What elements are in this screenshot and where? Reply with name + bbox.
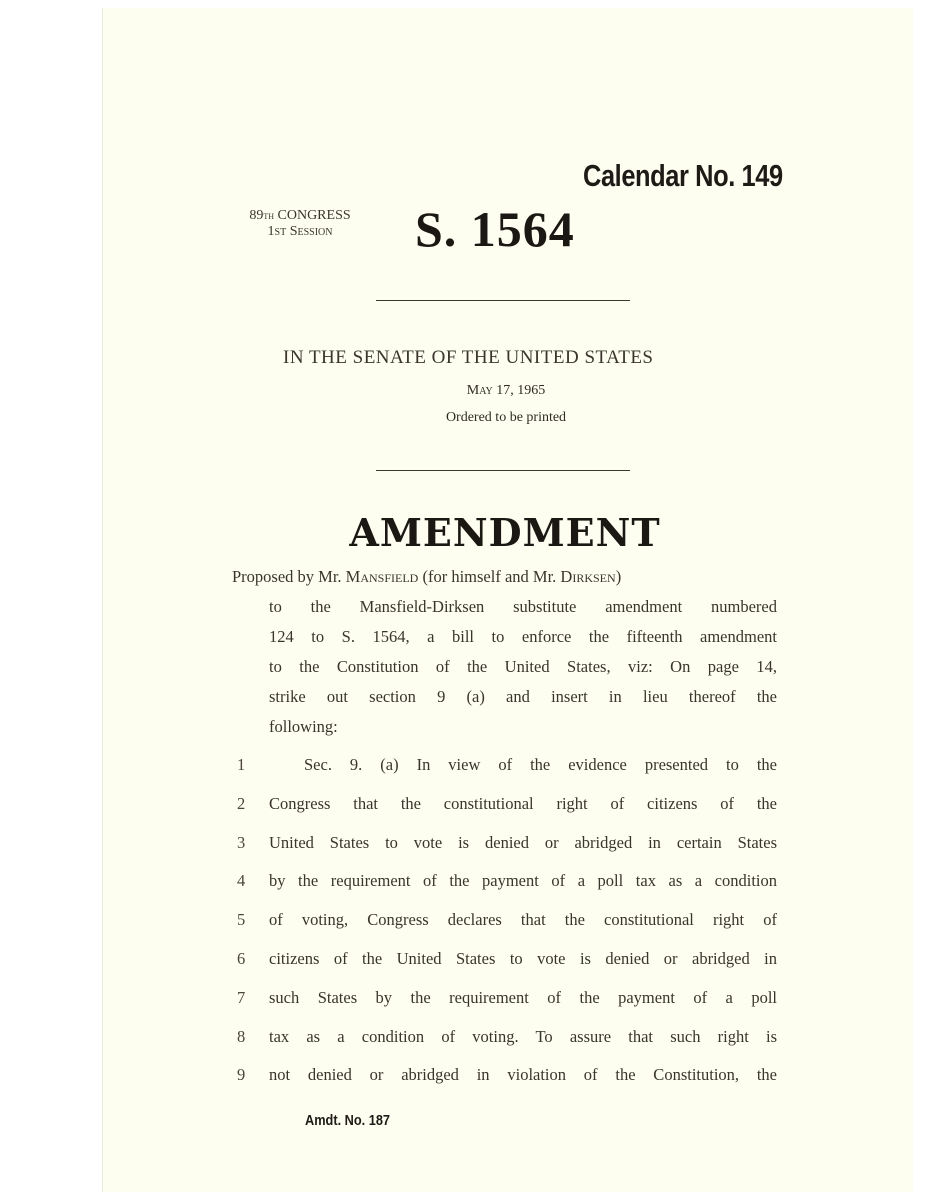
line-text: tax as a condition of voting. To assure that such right is <box>269 1026 777 1046</box>
calendar-number: Calendar No. 149 <box>583 158 783 193</box>
line-number: 6 <box>237 948 246 968</box>
congress-label: 89th CONGRESS <box>249 208 351 223</box>
sponsor-name: Mansfield <box>345 567 419 586</box>
line-number: 8 <box>237 1026 246 1046</box>
line-text: Congress that the constitutional right of citizens of the <box>269 793 777 813</box>
line-number: 9 <box>237 1065 246 1085</box>
proposal-paragraph <box>232 562 777 742</box>
proposal-line: following: <box>269 717 338 736</box>
line-text: of voting, Congress declares that the constitutional right of <box>269 910 777 930</box>
numbered-line <box>232 871 777 910</box>
line-number: 1 <box>237 755 246 774</box>
numbered-line <box>232 910 777 949</box>
proposal-line: strike out section 9 (a) and insert in lieu thereof the <box>269 687 777 706</box>
bill-number: S. 1564 <box>415 201 575 257</box>
line-number: 3 <box>237 832 246 852</box>
line-text: not denied or abridged in violation of the Constitution, the <box>269 1065 777 1085</box>
amendment-number: Amdt. No. 187 <box>305 1112 391 1129</box>
date-line: May 17, 1965 <box>466 383 546 398</box>
divider-bottom <box>376 470 630 471</box>
line-number: 4 <box>237 871 246 891</box>
proposal-line: 124 to S. 1564, a bill to enforce the fifteenth amendment <box>269 627 777 646</box>
line-text: by the requirement of the payment of a poll tax as a condition <box>269 871 777 891</box>
numbered-body <box>232 755 777 1104</box>
line-number: 5 <box>237 910 246 930</box>
chamber-heading: IN THE SENATE OF THE UNITED STATES <box>283 347 654 368</box>
divider-top <box>376 300 630 301</box>
proposal-first-line: Proposed by Mr. Mansfield (for himself and Mr. Dirksen) <box>232 567 622 586</box>
session-label: 1st Session <box>267 224 333 239</box>
ordered-printed: Ordered to be printed <box>445 410 567 425</box>
numbered-line <box>232 949 777 988</box>
line-text: such States by the requirement of the payment of a poll <box>269 987 777 1007</box>
proposal-line: to the Constitution of the United States, viz: On page 14, <box>269 657 777 676</box>
line-number: 2 <box>237 793 246 813</box>
document-title: AMENDMENT <box>349 510 661 555</box>
line-number: 7 <box>237 987 246 1007</box>
line-text: citizens of the United States to vote is denied or abridged in <box>269 948 777 968</box>
numbered-line <box>232 833 777 872</box>
numbered-line <box>232 1027 777 1066</box>
numbered-line <box>232 1065 777 1104</box>
numbered-line <box>232 794 777 833</box>
line-text: United States to vote is denied or abridged in certain States <box>269 832 777 852</box>
cosponsor-name: Dirksen <box>560 567 616 586</box>
numbered-line <box>232 988 777 1027</box>
numbered-line <box>232 755 777 794</box>
line-text: Sec. 9. (a) In view of the evidence presented to the <box>304 755 777 774</box>
proposal-line: to the Mansfield-Dirksen substitute amendment numbered <box>269 597 777 616</box>
congress-session <box>232 208 368 239</box>
